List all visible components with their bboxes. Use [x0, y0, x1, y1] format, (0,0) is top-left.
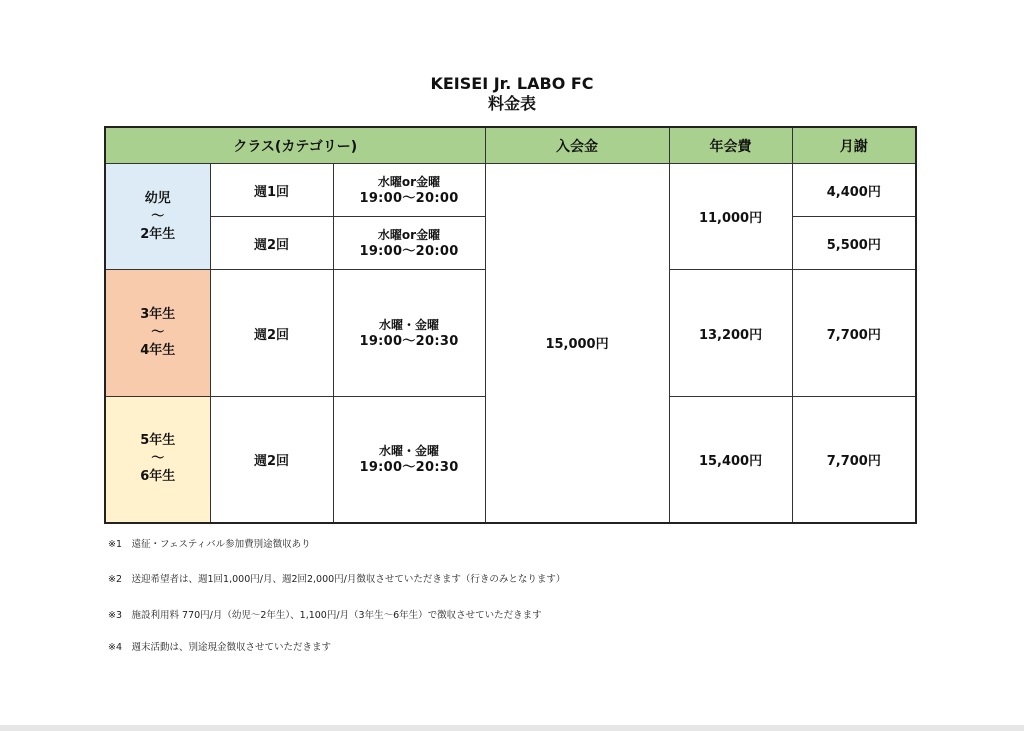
note-1: ※1 遠征・フェスティバル参加費別途徴収あり: [108, 539, 311, 550]
schedule-cell: [333, 270, 485, 397]
monthly-fee-cell: 7,700円: [792, 397, 916, 523]
grade-cell-3rd-4th: [105, 270, 210, 397]
grade-from: 3年生: [140, 307, 176, 322]
grade-cell-5th-6th: [105, 397, 210, 523]
grade-tilde: ～: [151, 208, 165, 224]
note-4: ※4 週末活動は、別途現金徴収させていただきます: [108, 642, 332, 653]
grade-tilde: ～: [151, 451, 165, 467]
monthly-fee-cell: 4,400円: [792, 164, 916, 217]
frequency-cell: 週2回: [210, 217, 333, 270]
entry-fee-cell: 15,000円: [485, 164, 669, 523]
note-2: ※2 送迎希望者は、週1回1,000円/月、週2回2,000円/月徴収させていただきます（行きのみとなります）: [108, 574, 566, 585]
title-club-name: KEISEI Jr. LABO FC: [430, 74, 594, 93]
header-annual-fee: 年会費: [669, 127, 792, 164]
frequency-cell: 週2回: [210, 270, 333, 397]
table-row: [105, 164, 916, 217]
header-class: クラス(カテゴリー): [105, 127, 485, 164]
schedule-day: 水曜or金曜: [377, 174, 441, 189]
header-monthly-fee: 月謝: [792, 127, 916, 164]
header-row: [105, 127, 916, 164]
title-fee-table: 料金表: [487, 94, 536, 113]
grade-to: 2年生: [140, 226, 176, 242]
schedule-day: 水曜・金曜: [379, 443, 440, 458]
schedule-time: 19:00～20:00: [359, 190, 459, 206]
schedule-time: 19:00～20:30: [359, 459, 459, 475]
schedule-cell: [333, 164, 485, 217]
grade-to: 6年生: [140, 469, 176, 485]
header-entry-fee: 入会金: [485, 127, 669, 164]
annual-fee-cell: 15,400円: [669, 397, 792, 523]
schedule-time: 19:00～20:30: [359, 333, 459, 349]
grade-tilde: ～: [151, 325, 165, 340]
schedule-cell: [333, 217, 485, 270]
schedule-day: 水曜・金曜: [379, 317, 440, 332]
grade-cell-kindergarten-2nd: [105, 164, 210, 270]
schedule-time: 19:00～20:00: [359, 243, 459, 259]
frequency-cell: 週2回: [210, 397, 333, 523]
fee-table: [104, 126, 917, 524]
monthly-fee-cell: 5,500円: [792, 217, 916, 270]
note-3: ※3 施設利用料 770円/月（幼児～2年生）、1,100円/月（3年生～6年生）で徴収させていただきます: [108, 610, 542, 621]
schedule-cell: [333, 397, 485, 523]
annual-fee-cell: 13,200円: [669, 270, 792, 397]
monthly-fee-cell: 7,700円: [792, 270, 916, 397]
document-title: [0, 74, 1024, 114]
annual-fee-cell: 11,000円: [669, 164, 792, 270]
grade-from: 幼児: [144, 190, 171, 206]
frequency-cell: 週1回: [210, 164, 333, 217]
page-bottom-edge: [0, 725, 1024, 731]
grade-from: 5年生: [140, 433, 176, 449]
schedule-day: 水曜or金曜: [377, 227, 441, 242]
grade-to: 4年生: [140, 343, 176, 358]
